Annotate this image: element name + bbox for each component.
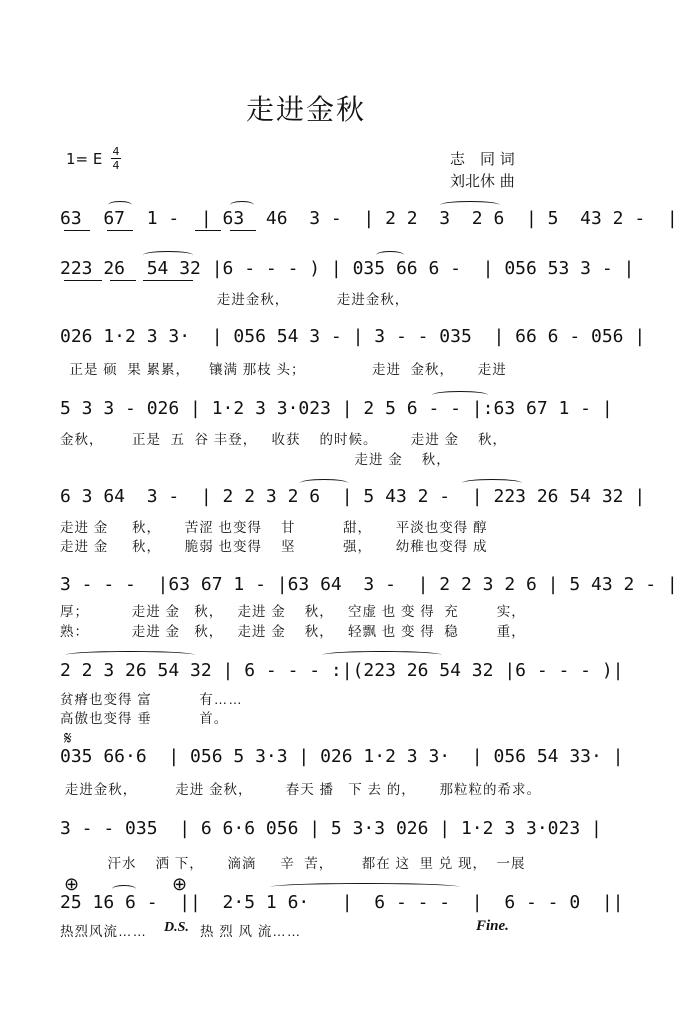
beam-line: [64, 280, 102, 281]
score-line-7: 2 2 3 26 54 32 | 6 - - - :|(223 26 54 32 |6 - - - )|: [60, 660, 624, 681]
time-signature: [111, 146, 121, 171]
slur-mark: [65, 651, 195, 659]
score-line-9: 3 - - 035 | 6 6·6 056 | 5 3·3 026 | 1·2 3 3·023 |: [60, 818, 602, 839]
slur-mark: [108, 201, 132, 209]
time-numerator: 4: [112, 145, 120, 158]
lyric-line: 高傲也变得 垂 首。: [60, 711, 229, 726]
score-line-4: 5 3 3 - 026 | 1·2 3 3·023 | 2 5 6 - - |:63 67 1 - |: [60, 398, 613, 419]
lyric-line: 正是 硕 果 累累， 镶满 那枝 头； 走进 金秋， 走进: [60, 362, 507, 377]
song-title: 走进金秋: [245, 93, 366, 126]
lyric-line: 走进 金 秋， 脆弱 也变得 坚 强， 幼稚也变得 成: [60, 539, 488, 554]
slur-mark: [270, 883, 460, 891]
beam-line: [230, 230, 256, 231]
lyric-line: 厚； 走进 金 秋， 走进 金 秋， 空虚 也 变 得 充 实，: [60, 604, 526, 619]
lyric-line: 贫瘠也变得 富 有……: [60, 692, 243, 707]
slur-mark: [322, 651, 442, 659]
ds-lyric: 热 烈 风 流……: [200, 924, 302, 939]
segno-sign: 𝄋: [64, 728, 72, 749]
beam-line: [107, 230, 133, 231]
lyric-line: 走进 金 秋， 苦涩 也变得 甘 甜， 平淡也变得 醇: [60, 520, 488, 535]
slur-mark: [440, 201, 500, 209]
score-line-10: 25 16 6 - || 2·5 1 6· | 6 - - - | 6 - - 0 ||: [60, 892, 624, 913]
score-line-1: 63 67 1 - | 63 46 3 - | 2 2 3 2 6 | 5 43 2 - |: [60, 208, 678, 229]
coda-sign: ⊕: [64, 874, 80, 895]
slur-mark: [432, 391, 488, 399]
lyric-line: 热烈风流……: [60, 924, 147, 939]
lyric-line: 走进金秋， 走进 金秋， 春天 播 下 去 的， 那粒粒的希求。: [60, 782, 542, 797]
lyricist-credit: 志 同 词: [450, 150, 515, 168]
score-line-6: 3 - - - |63 67 1 - |63 64 3 - | 2 2 3 2 6 | 5 43 2 - |: [60, 574, 678, 595]
slur-mark: [376, 251, 404, 259]
score-line-5: 6 3 64 3 - | 2 2 3 2 6 | 5 43 2 - | 223 26 54 32 |: [60, 486, 646, 507]
slur-mark: [462, 479, 522, 487]
beam-line: [110, 280, 136, 281]
ds-marking: D.S.: [164, 920, 189, 935]
score-line-2: 223 26 54 32 |6 - - - ) | 035 66 6 - | 056 53 3 - |: [60, 258, 635, 279]
lyric-line: 走进 金 秋，: [60, 452, 451, 467]
fine-marking: Fine.: [476, 918, 509, 934]
slur-mark: [230, 201, 254, 209]
beam-line: [195, 230, 221, 231]
lyric-line: 走进金秋， 走进金秋，: [60, 292, 410, 307]
slur-mark: [300, 479, 348, 487]
time-denominator: 4: [112, 159, 120, 172]
slur-mark: [112, 885, 136, 893]
lyric-line: 熟： 走进 金 秋， 走进 金 秋， 轻飘 也 变 得 稳 重，: [60, 624, 526, 639]
composer-credit: 刘北休 曲: [450, 172, 515, 190]
beam-line: [64, 230, 90, 231]
lyric-line: 汗水 洒 下， 滴滴 辛 苦， 都在 这 里 兑 现， 一展: [60, 856, 526, 871]
key-signature: 1= E: [66, 150, 103, 168]
beam-line: [143, 280, 193, 281]
score-line-8: 035 66·6 | 056 5 3·3 | 026 1·2 3 3· | 056 54 33· |: [60, 746, 624, 767]
score-line-3: 026 1·2 3 3· | 056 54 3 - | 3 - - 035 | 66 6 - 056 |: [60, 326, 646, 347]
coda-sign: ⊕: [172, 874, 188, 895]
slur-mark: [143, 251, 193, 259]
lyric-line: 金秋， 正是 五 谷 丰登， 收获 的时候。 走进 金 秋，: [60, 432, 508, 447]
